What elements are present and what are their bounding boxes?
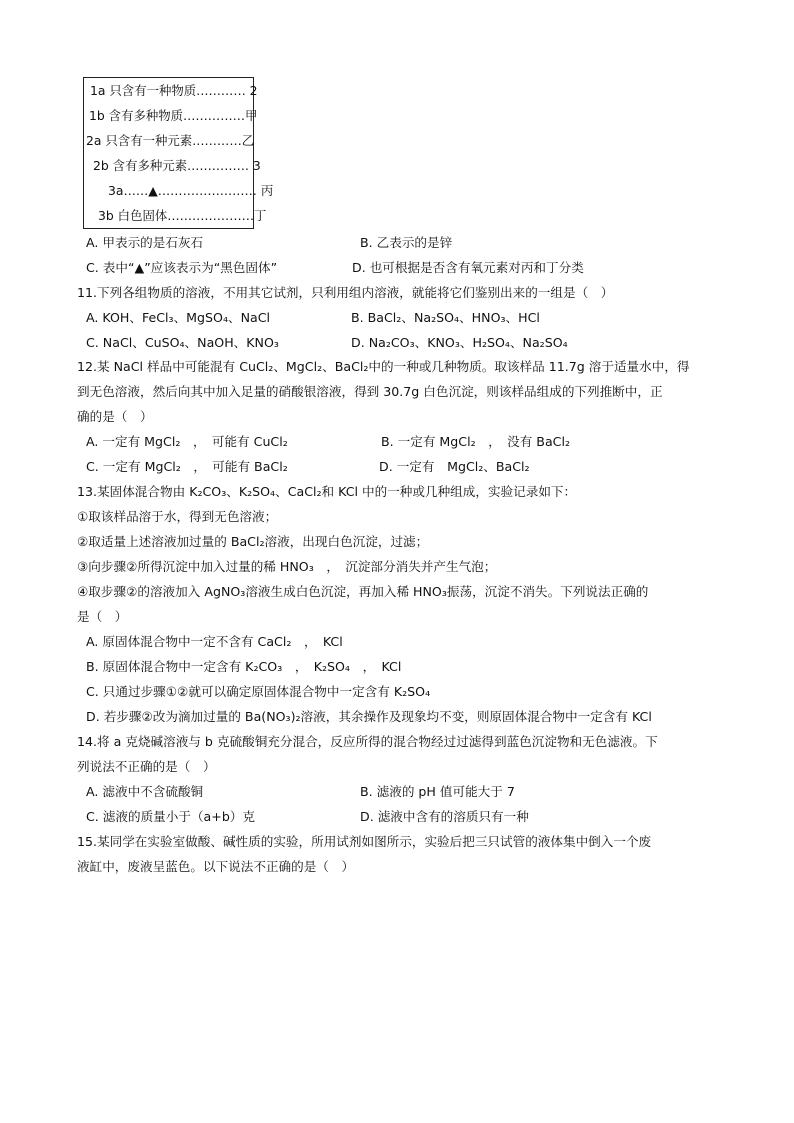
q14-option-d: D. 滤液中含有的溶质只有一种 (360, 809, 529, 824)
q11-option-b: B. BaCl₂、Na₂SO₄、HNO₃、HCl (351, 310, 540, 325)
q13-stem-end: 是（ ） (77, 609, 128, 624)
q14-option-b: B. 滤液的 pH 值可能大于 7 (360, 784, 515, 799)
q12-stem-line3: 确的是（ ） (77, 409, 153, 424)
classification-key-box (83, 77, 274, 229)
q10-option-d: D. 也可根据是否含有氧元素对丙和丁分类 (352, 260, 584, 275)
key-row-1a: 1a 只含有一种物质………… 2 (90, 83, 258, 98)
q13-option-c: C. 只通过步骤①②就可以确定原固体混合物中一定含有 K₂SO₄ (86, 684, 431, 699)
q11-option-d: D. Na₂CO₃、KNO₃、H₂SO₄、Na₂SO₄ (351, 335, 568, 350)
q13-option-b: B. 原固体混合物中一定含有 K₂CO₃ ， K₂SO₄ ， KCl (86, 659, 402, 674)
q13-option-a: A. 原固体混合物中一定不含有 CaCl₂ ， KCl (86, 634, 343, 649)
key-row-1b: 1b 含有多种物质……………甲 (89, 108, 258, 123)
q11-option-a: A. KOH、FeCl₃、MgSO₄、NaCl (86, 310, 271, 325)
key-row-2a: 2a 只含有一种元素…………乙 (86, 133, 255, 148)
q12-option-c: C. 一定有 MgCl₂ ， 可能有 BaCl₂ (86, 459, 288, 474)
q14-option-a: A. 滤液中不含硫酸铜 (86, 784, 204, 799)
q14-option-c: C. 滤液的质量小于（a+b）克 (86, 809, 256, 824)
q12-stem-line2: 到无色溶液，然后向其中加入足量的硝酸银溶液，得到 30.7g 白色沉淀，则该样品组成的下列推断中，正 (77, 384, 663, 399)
q13-option-d: D. 若步骤②改为滴加过量的 Ba(NO₃)₂溶液，其余操作及现象均不变，则原固体混合物中一定含有 KCl (86, 709, 652, 724)
q14-stem-line1: 14.将 a 克烧碱溶液与 b 克硫酸铜充分混合，反应所得的混合物经过过滤得到蓝色沉淀物和无色滤液。下 (77, 734, 658, 749)
q12-option-b: B. 一定有 MgCl₂ ， 没有 BaCl₂ (381, 434, 571, 449)
q14-stem-line2: 列说法不正确的是（ ） (77, 759, 216, 774)
key-row-3b: 3b 白色固体…………………丁 (98, 208, 267, 223)
q10-option-a: A. 甲表示的是石灰石 (86, 235, 204, 250)
q13-stem: 13.某固体混合物由 K₂CO₃、K₂SO₄、CaCl₂和 KCl 中的一种或几种组成，实验记录如下： (77, 484, 577, 499)
q11-stem: 11.下列各组物质的溶液，不用其它试剂，只利用组内溶液，就能将它们鉴别出来的一组是（ ） (77, 285, 614, 300)
key-row-3a: 3a……▲…………………… 丙 (108, 183, 274, 198)
q15-stem-line2: 液缸中，废液呈蓝色。以下说法不正确的是（ ） (77, 859, 355, 874)
q13-step-1: ①取该样品溶于水，得到无色溶液； (77, 509, 278, 524)
q12-stem-line1: 12.某 NaCl 样品中可能混有 CuCl₂、MgCl₂、BaCl₂中的一种或几种物质。取该样品 11.7g 溶于适量水中，得 (77, 359, 690, 374)
q13-step-4: ④取步骤②的溶液加入 AgNO₃溶液生成白色沉淀，再加入稀 HNO₃振荡，沉淀不消失。下列说法正确的 (77, 584, 649, 599)
q13-step-2: ②取适量上述溶液加过量的 BaCl₂溶液，出现白色沉淀，过滤； (77, 534, 429, 549)
q12-option-a: A. 一定有 MgCl₂ ， 可能有 CuCl₂ (86, 434, 288, 449)
q15-stem-line1: 15.某同学在实验室做酸、碱性质的实验，所用试剂如图所示，实验后把三只试管的液体集中倒入一个废 (77, 834, 652, 849)
q10-option-c: C. 表中“▲”应该表示为“黑色固体” (86, 260, 278, 275)
key-row-2b: 2b 含有多种元素…………… 3 (93, 158, 261, 173)
q10-option-b: B. 乙表示的是锌 (360, 235, 453, 250)
q12-option-d: D. 一定有 MgCl₂、BaCl₂ (379, 459, 530, 474)
q11-option-c: C. NaCl、CuSO₄、NaOH、KNO₃ (86, 335, 279, 350)
q13-step-3: ③向步骤②所得沉淀中加入过量的稀 HNO₃ ， 沉淀部分消失并产生气泡； (77, 559, 497, 574)
